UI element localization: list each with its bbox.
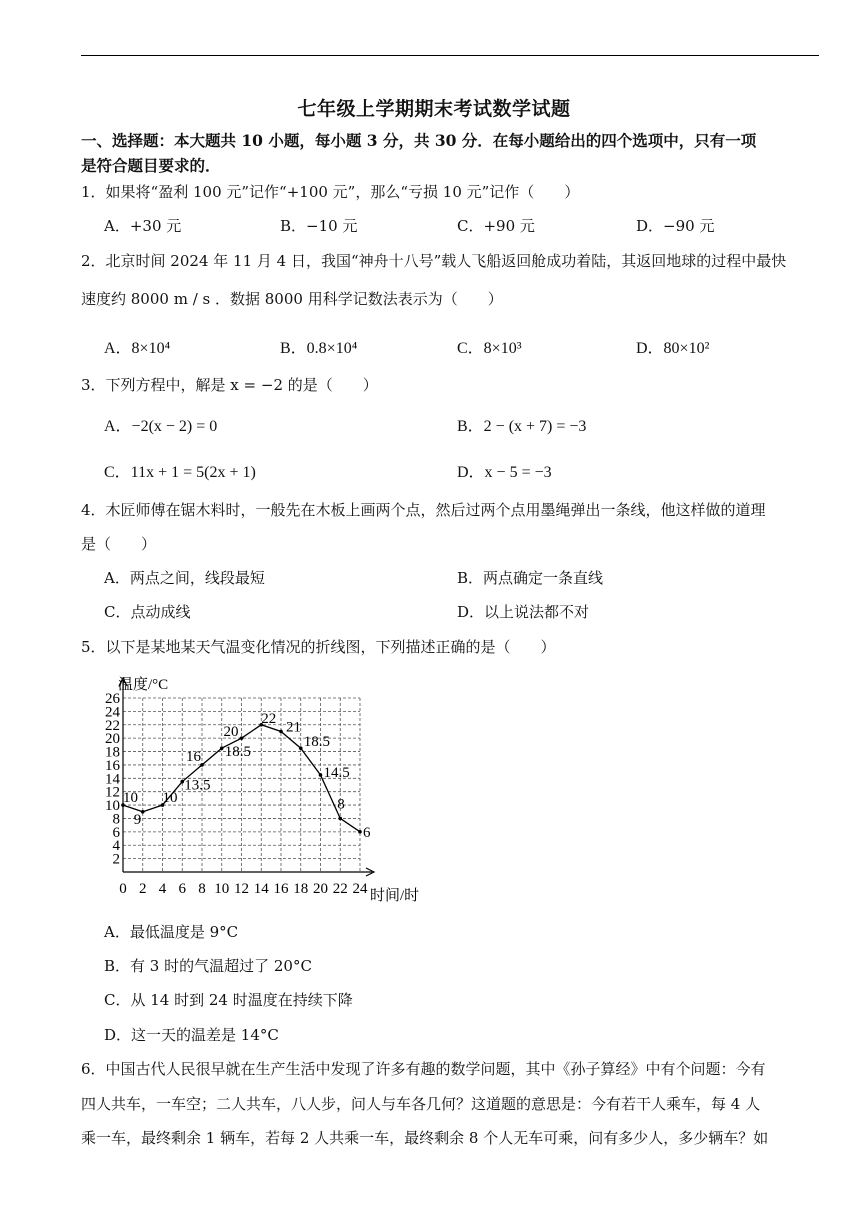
y-tick-label: 10: [105, 798, 120, 815]
question-2-stem-line-2: 速度约 8000 m / s ．数据 8000 用科学记数法表示为（ ）: [81, 290, 503, 308]
question-6-stem-line-1: 6．中国古代人民很早就在生产生活中发现了许多有趣的数学问题，其中《孙子算经》中有个问题：今有: [81, 1060, 766, 1078]
question-6-stem-line-2: 四人共车，一车空；二人共车，八人步，问人与车各几何？这道题的意思是：今有若干人乘车，每 4 人: [81, 1095, 761, 1113]
x-tick-label: 22: [332, 881, 348, 897]
y-tick-label: 8: [112, 811, 120, 828]
x-tick-label: 4: [158, 881, 167, 897]
y-tick-label: 18: [105, 744, 120, 761]
data-point: [240, 736, 244, 740]
data-label: 18.5: [224, 744, 251, 761]
data-label: 8: [337, 796, 345, 813]
question-4-stem-line-1: 4．木匠师傅在锯木料时，一般先在木板上画两个点，然后过两个点用墨绳弹出一条线，他这样做的道理: [81, 501, 766, 519]
data-label: 9: [133, 811, 142, 828]
question-4-option-c[interactable]: C．点动成线: [104, 603, 191, 621]
section-header: [81, 128, 821, 178]
question-2-option-b[interactable]: B．0.8×10⁴: [280, 340, 358, 357]
question-5-option-a[interactable]: A．最低温度是 9°C: [104, 923, 239, 941]
y-tick-label: 14: [105, 771, 120, 788]
top-rule: [81, 55, 819, 56]
question-3-option-b[interactable]: B．2 − (x + 7) = −3: [457, 418, 587, 435]
x-tick-label: 20: [313, 881, 328, 897]
x-tick-label: 6: [178, 881, 186, 897]
data-label: 14.5: [323, 764, 350, 781]
question-5-stem: 5．以下是某地某天气温变化情况的折线图，下列描述正确的是（ ）: [81, 638, 556, 656]
x-tick-label: 14: [253, 881, 269, 897]
x-tick-label: 0: [119, 881, 127, 897]
x-tick-label: 12: [234, 881, 249, 897]
question-1-option-d[interactable]: D．−90 元: [636, 217, 715, 235]
page-title: 七年级上学期期末考试数学试题: [297, 98, 571, 120]
question-5-option-b[interactable]: B．有 3 时的气温超过了 20°C: [104, 957, 312, 975]
temperature-line-chart: [100, 672, 440, 908]
question-4-option-d[interactable]: D．以上说法都不对: [457, 603, 590, 621]
data-label: 10: [162, 790, 178, 807]
data-label: 20: [223, 724, 239, 741]
question-4-option-a[interactable]: A．两点之间，线段最短: [104, 569, 265, 587]
question-1-stem: 1．如果将“盈利 100 元”记作“+100 元”，那么“亏损 10 元”记作（ ）: [81, 183, 580, 201]
section-header-line-2: 是符合题目要求的．: [81, 156, 221, 175]
y-tick-label: 24: [105, 704, 120, 721]
data-label: 13.5: [184, 777, 211, 794]
question-1-option-c[interactable]: C．+90 元: [457, 217, 535, 235]
x-tick-label: 8: [198, 881, 206, 897]
chart-x-axis-label: 时间/时: [370, 888, 420, 904]
data-point: [299, 746, 303, 750]
data-label: 16: [186, 748, 201, 765]
x-tick-label: 10: [214, 881, 230, 897]
data-point: [141, 810, 145, 814]
x-tick-label: 24: [352, 881, 368, 897]
chart-point-labels: [123, 711, 371, 841]
data-point: [220, 746, 224, 750]
question-5-option-c[interactable]: C．从 14 时到 24 时温度在持续下降: [104, 991, 353, 1009]
question-4-stem-line-2: 是（ ）: [81, 535, 157, 553]
y-tick-label: 26: [105, 691, 120, 707]
y-tick-label: 2: [112, 851, 120, 868]
question-2-stem-line-1: 2．北京时间 2024 年 11 月 4 日，我国“神舟十八号”载人飞船返回舱成功着陆，其返回地球的过程中最快: [81, 252, 787, 270]
question-3-option-d[interactable]: D．x − 5 = −3: [457, 464, 552, 481]
data-label: 18.5: [303, 734, 330, 751]
question-3-stem: 3．下列方程中，解是 x = −2 的是（ ）: [81, 376, 378, 394]
question-6-stem-line-3: 乘一车，最终剩余 1 辆车，若每 2 人共乘一车，最终剩余 8 个人无车可乘，问有多少人，多少辆车？如: [81, 1129, 769, 1147]
y-tick-label: 4: [112, 838, 120, 855]
data-label: 10: [123, 790, 138, 807]
question-1-option-a[interactable]: A．+30 元: [104, 217, 182, 235]
y-tick-label: 6: [112, 824, 120, 841]
question-2-option-c[interactable]: C．8×10³: [457, 340, 522, 357]
question-4-option-b[interactable]: B．两点确定一条直线: [457, 569, 604, 587]
data-label: 21: [286, 719, 301, 736]
chart-y-axis-label: 温度/°C: [118, 677, 169, 693]
question-2-option-a[interactable]: A．8×10⁴: [104, 340, 171, 357]
data-point: [279, 730, 283, 734]
data-point: [338, 817, 342, 821]
x-tick-label: 16: [273, 881, 289, 897]
y-tick-label: 20: [105, 731, 120, 748]
y-tick-label: 22: [105, 717, 120, 734]
x-tick-label: 18: [293, 881, 309, 897]
data-point: [319, 773, 323, 777]
question-2-option-d[interactable]: D．80×10²: [636, 340, 710, 357]
question-3-option-c[interactable]: C．11x + 1 = 5(2x + 1): [104, 464, 256, 481]
x-tick-label: 2: [139, 881, 147, 897]
data-label: 22: [261, 710, 277, 727]
data-point: [358, 830, 362, 834]
data-label: 6: [363, 824, 371, 841]
question-5-option-d[interactable]: D．这一天的温差是 14°C: [104, 1026, 279, 1044]
section-header-line-1: 一、选择题：本大题共 10 小题，每小题 3 分，共 30 分．在每小题给出的四个选项中，只有一项: [81, 131, 757, 150]
y-tick-label: 16: [105, 757, 120, 774]
y-tick-label: 12: [105, 784, 120, 801]
question-1-option-b[interactable]: B．−10 元: [280, 217, 358, 235]
question-3-option-a[interactable]: A．−2(x − 2) = 0: [104, 418, 218, 435]
